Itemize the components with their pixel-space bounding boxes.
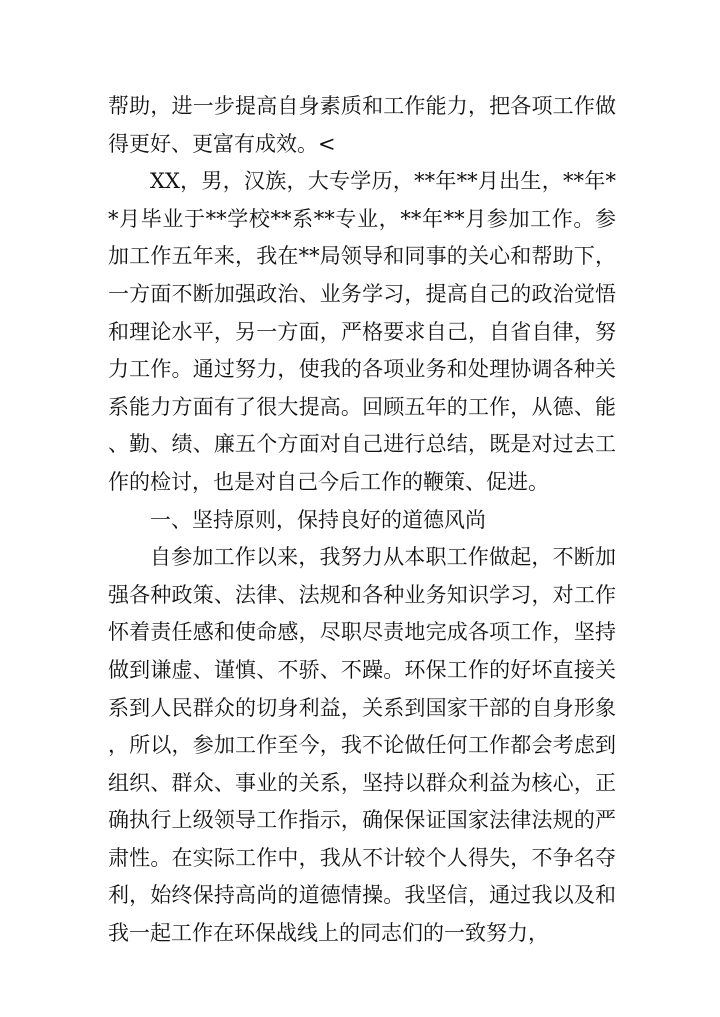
section-heading: 一、坚持原则，保持良好的道德风尚	[150, 507, 486, 532]
document-page	[108, 88, 616, 953]
paragraph-continuation: 帮助，进一步提高自身素质和工作能力，把各项工作做得更好、更富有成效。<	[108, 94, 616, 156]
paragraph-personal-intro: XX，男，汉族，大专学历，**年**月出生，**年**月毕业于**学校**系**专业，**年**月参加工作。参加工作五年来，我在**局领导和同事的关心和帮助下，一方面不断加强政治、业务学习，提高自己的政治觉悟和理论水平，另一方面，严格要求自己，自省自律，努力工作。通过努力，使我的各项业务和处理协调各种关系能力方面有了很大提高。回顾五年的工作，从德、能、勤、绩、廉五个方面对自己进行总结，既是对过去工作的检讨，也是对自己今后工作的鞭策、促进。	[108, 169, 616, 494]
paragraph-section-body: 自参加工作以来，我努力从本职工作做起，不断加强各种政策、法律、法规和各种业务知识学习，对工作怀着责任感和使命感，尽职尽责地完成各项工作，坚持做到谦虚、谨慎、不骄、不躁。环保工作的好坏直接关系到人民群众的切身利益，关系到国家干部的自身形象，所以，参加工作至今，我不论做任何工作都会考虑到组织、群众、事业的关系，坚持以群众利益为核心，正确执行上级领导工作指示，确保保证国家法律法规的严肃性。在实际工作中，我从不计较个人得失，不争名夺利，始终保持高尚的道德情操。我坚信，通过我以及和我一起工作在环保战线上的同志们的一致努力，	[108, 545, 616, 946]
